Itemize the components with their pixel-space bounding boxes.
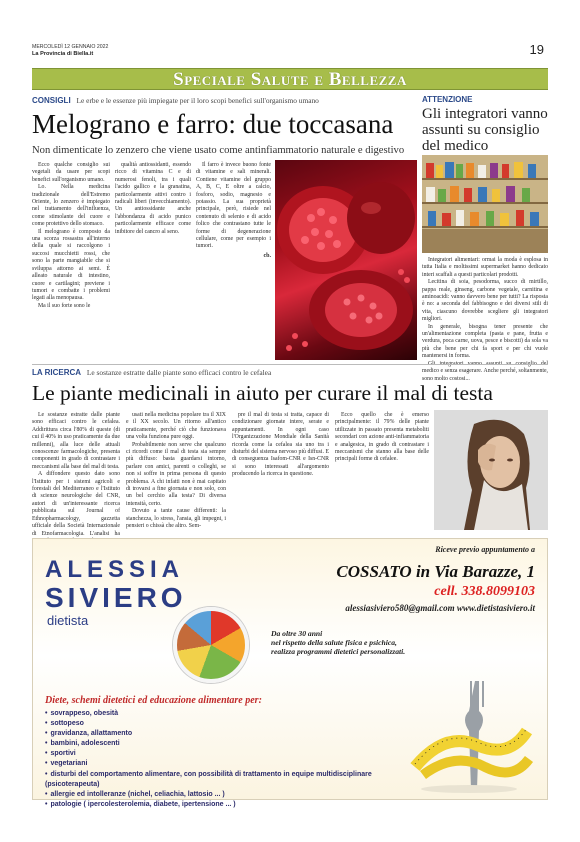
ad-address: COSSATO in Via Barazze, 1 [336,562,535,581]
section-title: Speciale Salute e Bellezza [173,69,407,90]
article1-column-1 [32,162,110,362]
paragraph: A diffondere questo dato sono l'Istituto per i sistemi agricoli e forestali del Mediterraneo e l'Istituto di scienze neurologiche del CNR, autori di un'interessante ricerca pubblicata sul Journal of Ethnopharmacology, gazzetta ufficiale della Società Internazionale di Etnofarmacologia. L'analisi ha [32,471,120,537]
paragraph: Dovuto a tante cause differenti: la stanchezza, lo stress, l'ansia, gli impegni, i pensieri o chissà che altro. Sem- [126,508,226,530]
article1-kicker: CONSIGLI [32,96,71,105]
article2-headline: Le piante medicinali in aiuto per curare il mal di testa [32,381,493,405]
paragraph: usati nella medicina popolare tra il XIX e il XX secolo. Un ritorno all'antico praticamente, perché ciò che funzionava una volta funziona pure oggi. [126,412,226,441]
list-item: • sottopeso [45,719,425,729]
section-banner [32,68,548,90]
page-number: 19 [529,42,544,57]
ad-email-website: alessiasiviero580@gmail.com www.dietistasiviero.it [345,603,535,613]
article1-column-3 [196,162,271,362]
list-item: • disturbi del comportamento alimentare, con possibilità di trattamento in equipe multidisciplinare (psicoterapeuta) [45,770,425,790]
ad-appointment-note: Riceve previo appuntamento a [435,545,535,554]
woman-illustration [434,410,548,530]
list-item: • gravidanza, allattamento [45,729,425,739]
paragraph: Probabilmente non serve che qualcuno ci ricordi come il mal di testa sia sempre più diffuso: basta guardarsi intorno, parlare con amici, parenti o colleghi, se non si soffre in prima persona di questo problema. A chi infatti non è mai capitato di trovarsi a fine giornata e non solo, con un bel cerchio alla testa? Di diversa intensità, certo. [126,441,226,507]
article2-column-4 [335,412,429,530]
paragraph: qualità antiossidanti, essendo ricco di vitamina C e di numerosi fenoli, tra i quali l'acido gallico e la granatina, particolarmente attivi contro i radicali liberi (invecchiamento). Un antiossidante anche l'abbondanza di acido punico particolarmente efficace come inibitore del cancro al seno. [115,162,191,235]
article1-kicker-row [32,95,417,107]
article1-kicker-sub: Le erbe e le essenze più impiegate per il loro scopi benefici sull'organismo umano [76,96,319,105]
pomegranate-illustration [275,160,417,360]
masthead [32,44,548,62]
list-item: • sovrappeso, obesità [45,709,425,719]
list-item: • patologie ( ipercolesterolemia, diabete, ipertensione ... ) [45,800,425,810]
food-plate-icon [173,607,249,683]
supermarket-shelves-photo [422,155,548,253]
paragraph: Le sostanze estratte dalle piante sono efficaci contro le cefalea. Addirittura circa l'80% di queste (di cui il 40% in uso praticamente da due millenni), alla luce delle attuali conoscenze farmacologiche, presenta componenti in grado di contrastare i meccanismi alla base del mal di testa. [32,412,120,470]
ad-phone: cell. 338.8099103 [434,584,535,599]
article1-headline: Melograno e farro: due toccasana [32,109,394,139]
article2-column-3 [232,412,329,530]
list-item: • sportivi [45,749,425,759]
paragraph: Il melograno è composto da una scorza rossastra all'interno della quale si raccolgono i succosi mucchietti rossi, che sono la parte mangiabile che si sviluppa attorno ai semi. È alleato naturale di intestino, cuore e cartilagini; previene i tumori e combatte i problemi legati alla menopausa. [32,228,110,302]
list-item: • allergie ed intolleranze (nichel, celiachia, lattosio ... ) [45,790,425,800]
article1-column-2 [115,162,191,362]
article2-kicker: LA RICERCA [32,368,82,377]
logo-subtitle: dietista [47,613,89,628]
paragraph: Lecitina di soia, pesodorma, succo di mirtillo, pappa reale, ginseng, carbone vegetale, carnitina e aminoacidi: vanno davvero bene per tutti? La risposta è no: a seconda del fabbisogno e dei diversi stili di vita, ciascuno dovrebbe scegliere gli integratori migliori. [422,279,548,323]
logo-last-name: SIVIERO [45,582,187,613]
paragraph: Integratori alimentari: ormai la moda è esplosa in tutta Italia e moltissimi supermarket hanno dedicato interi scaffali a questi particolari prodotti. [422,257,548,278]
article2-column-2 [126,412,226,530]
paragraph: Ecco qualche consiglio sui vegetali da usare per scopi benefici sull'organismo umano. [32,162,110,183]
paragraph: Il farro è invece buono fonte di vitamine e sali minerali. Contiene vitamine del gruppo A, B, C, E oltre a calcio, fosforo, sodio, magnesio e potassio. La sua proprietà principale, però, risiede nel contenuto di selenio e di acido folico che contrastano tutte le forme di degenerazione cellulare, come per esempio i tumori. [196,162,271,250]
ad-services-title: Diete, schemi dietetici ed educazione alimentare per: [45,695,262,706]
claim-line: realizza programmi dietetici personalizzati. [271,647,406,657]
ad-claim [271,629,521,657]
paragraph: medico e senza esagerare. Anche perché, soltanmente, sono molto costosi... [422,368,548,382]
paragraph: pre il mal di testa si tratta, capace di condizionare giornate intere, serate e appuntamenti. In ogni caso l'Organizzazione Mondiale della Sanità ricorda come la cefalea sia uno tra i disturbi del sistema nervoso più diffusi. E di conseguenza Isafom-CNR e Isn-CNR si sono interessati all'argomento producendo la ricerca in questione. [232,412,329,478]
paragraph: Ecco quello che è emerso principalmente: il 79% delle piante utilizzate in passato presenta metaboliti secondari con azione anti-infiammatoria e analgesica, in grado di contrastare i meccanismi che stanno alla base delle principali forme di cefalee. [335,412,429,463]
attenzione-kicker: ATTENZIONE [422,95,473,104]
article2-kicker-row [32,367,548,379]
paper-name: La Provincia di Biella.it [32,50,94,57]
list-item: • vegetariani [45,759,425,769]
headache-woman-photo [434,410,548,530]
fork-measuring-tape-icon [405,671,535,795]
paragraph: In generale, bisogna tener presente che un'alimentazione completa (pasta e pane, frutta e verdura, poca carne, uova, pesce e biscotti) da sola va più che bene per chi fa sport e per chi vuole mantenersi in forma. [422,323,548,360]
article2-kicker-sub: Le sostanze estratte dalle piante sono efficaci contro le cefalea [86,368,272,377]
paragraph: Lo. Nella medicina tradizionale dell'Estremo Oriente, lo zenzero è impiegato nel trattamento dell'influenza, come stimolante del cuore e come protettivo dello stomaco. [32,184,110,228]
ad-services-list [45,709,425,810]
attenzione-sidebar [422,95,548,382]
list-item: • bambini, adolescenti [45,739,425,749]
shelves-illustration [422,155,548,253]
paragraph: Ma il suo forte sono le [38,302,91,309]
claim-line: nel rispetto della salute fisica e psichica, [271,638,397,648]
article1-byline: cb. [263,252,271,259]
attenzione-headline: Gli integratori vanno assunti su consiglio del medico [422,106,548,154]
pomegranate-photo [275,160,417,360]
article2-column-1 [32,412,120,537]
issue-date: MERCOLEDÌ 12 GENNAIO 2022 [32,44,109,50]
section-divider [32,364,548,365]
logo-first-name: ALESSIA [45,556,185,583]
ad-contact-block [273,545,535,613]
dietitian-advertisement [32,538,548,808]
claim-line: Da oltre 30 anni [271,629,323,638]
article1-subhead: Non dimenticate lo zenzero che viene usato come antinfiammatorio naturale e digestivo [32,145,405,156]
